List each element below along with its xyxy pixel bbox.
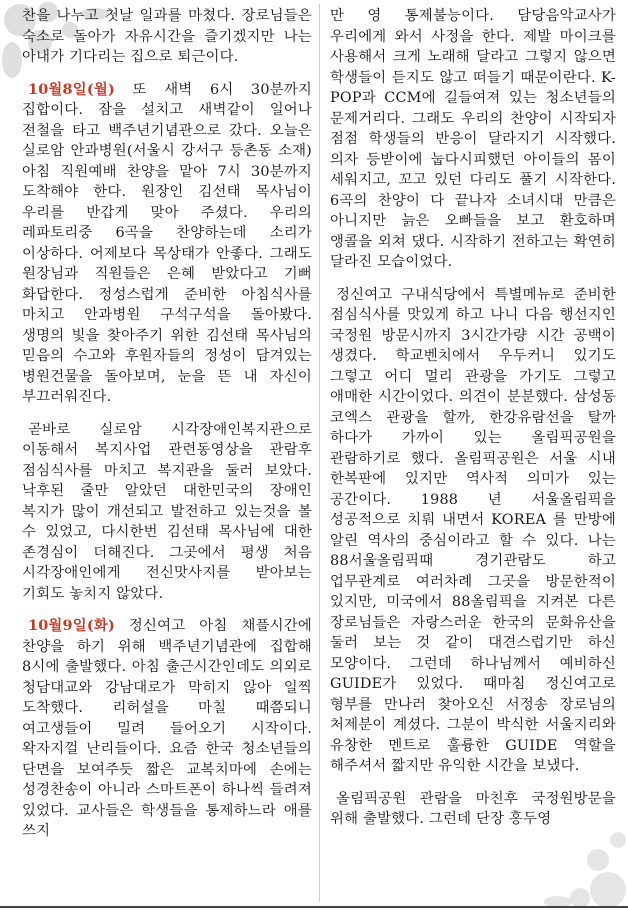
paragraph-oct8: [22, 80, 312, 408]
column-divider: [319, 4, 320, 902]
paragraph-day1-end: 찬을 나누고 첫날 일과를 마쳤다. 장로님들은 숙소로 돌아가 자유시간을 즐기겠지만 나는 아내가 기다리는 집으로 퇴근이다.: [22, 8, 312, 65]
bottom-rule: [0, 906, 628, 908]
right-column: [330, 6, 616, 898]
paragraph-oct8-text: 또 새벽 6시 30분까지 집합이다. 잠을 설치고 새벽같이 일어나 전철을 타고 백주년기념관으로 갔다. 오늘은 실로암 안과병원(서울시 강서구 등촌동 소재) 아침 직원예배 찬양을 맡아 7시 30분까지 도착해야 한다. 원장인 김선태 목사님이 우리를 반갑게 맞아 주셨다. 우리의 레파토리중 6곡을 찬양하는데 소리가 이상하다. 어제보다 목상태가 안좋다. 그래도 원장님과 직원들은 은혜 받았다고 기뻐 화답한다. 정성스럽게 준비한 아침식사를 마치고 안과병원 구석구석을 돌아봤다. 생명의 빛을 찾아주기 위한 김선태 목사님의 믿음의 수고와 후원자들의 정성이 담겨있는 병원건물을 돌아보며, 눈을 뜬 내 자신이 부끄러워진다.: [22, 81, 312, 405]
paragraph-oct9-text: 정신여고 아침 채플시간에 찬양을 하기 위해 백주년기념관에 집합해 8시에 출발했다. 아침 출근시간인데도 의외로 청담대교와 강남대로가 막히지 않아 일찍 도착했다. 리허설을 마칠 때쯤되니 여고생들이 밀려 들어오기 시작이다. 왁자지껄 난리들이다. 요즘 한국 청소년들의 단면을 보여주듯 짧은 교복치마에 손에는 성경찬송이 아니라 스마트폰이 하나씩 들려져 있었다. 교사들은 학생들을 통제하느라 애를 쓰지: [22, 618, 312, 839]
date-heading-oct8: 10월8일(월): [28, 80, 115, 98]
paragraph-chapel-performance: 만 영 통제불능이다. 담당음악교사가 우리에게 와서 사정을 한다. 제발 마이크를 사용해서 크게 노래해 달라고 그렇지 않으면 학생들이 듣지도 않고 떠들기 때문이란다. K-POP과 CCM에 길들여져 있는 청소년들의 문제거리다. 그래도 우리의 찬양이 시작되자 점점 학생들의 반응이 달라지기 시작했다. 의자 등받이에 눕다시피했던 아이들의 몸이 세워지고, 꼬고 있던 다리도 풀기 시작한다. 6곡의 찬양이 다 끝나자 소녀시대 만큼은 아니지만 늙은 오빠들을 보고 환호하며 앵콜을 외쳐 댔다. 시작하기 전하고는 확연히 달라진 모습이었다.: [330, 8, 616, 270]
paragraph-oct9: [22, 616, 312, 842]
paragraph-welfare-center: 곧바로 실로암 시각장애인복지관으로 이동해서 복지사업 관련동영상을 관람후 점심식사를 마치고 복지관을 둘러 보았다. 낙후된 줄만 알았던 대한민국의 장애인 복지가 많이 개선되고 발전하고 있는것을 볼 수 있었고, 다시한번 김선태 목사님에 대한 존경심이 더해진다. 그곳에서 평생 처음 시각장애인에게 전신맛사지를 받아보는 기회도 놓치지 않았다.: [22, 421, 312, 602]
date-heading-oct9: 10월9일(화): [28, 617, 115, 634]
paragraph-nis-visit: 올림픽공원 관람을 마친후 국정원방문을 위해 출발했다. 그런데 단장 홍두영: [330, 790, 616, 827]
left-column: [22, 6, 312, 898]
paragraph-olympic-park: 정신여고 구내식당에서 특별메뉴로 준비한 점심식사를 맛있게 하고 나니 다음 행선지인 국정원 방문시까지 3시간가량 시간 공백이 생겼다. 학교벤치에서 우두커니 있기도 그렇고 어디 멀리 관광을 가기도 그렇고 애매한 시간이었다. 의견이 분분했다. 삼성동 코엑스 관광을 할까, 한강유람선을 탈까 하다가 가까이 있는 올림픽공원을 관람하기로 했다. 올림픽공원은 서울 시내 한복판에 있지만 역사적 의미가 있는 공간이다. 1988 년 서울올림픽을 성공적으로 치뤄 내면서 KOREA 를 만방에 알린 역사의 중심이라고 할 수 있다. 나는 88서울올림픽때 경기관람도 하고 업무관계로 여러차례 그곳을 방문한적이 있지만, 미국에서 88올림픽을 지켜본 다른 장로님들은 자랑스러운 한국의 문화유산을 둘러 보는 것 같이 대견스럽기만 하신 모양이다. 그런데 하나님께서 예비하신 GUIDE가 있었다. 때마침 정신여고로 형부를 만나러 찾아오신 서정송 장로님의 처제분이 계셨다. 그분이 박식한 서울지리와 유창한 멘트로 훌륭한 GUIDE 역할을 해주셔서 짧지만 유익한 시간을 보냈다.: [330, 286, 616, 774]
